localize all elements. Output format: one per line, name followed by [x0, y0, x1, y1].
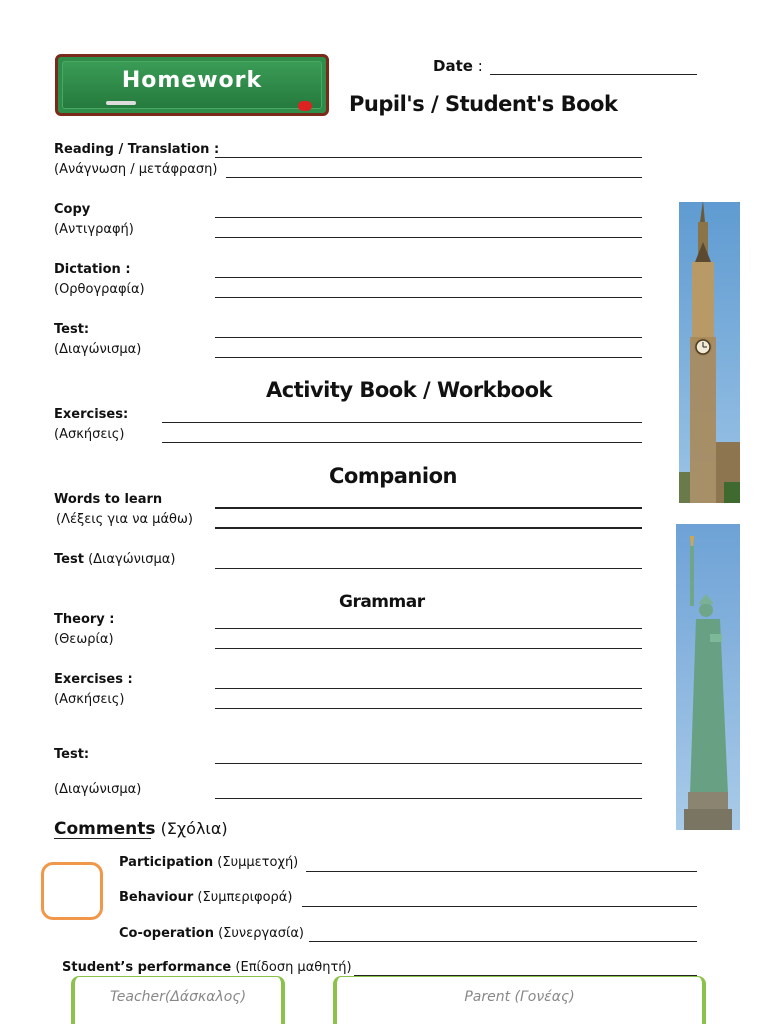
- reading-field-1[interactable]: [215, 157, 642, 158]
- comments-title: Comments: [54, 819, 156, 839]
- cooperation-field[interactable]: [309, 941, 697, 942]
- dictation-field-2[interactable]: [215, 297, 642, 298]
- ab-exercises-field-1[interactable]: [162, 422, 642, 423]
- cooperation-label-en: Co-operation: [119, 926, 214, 941]
- grammar-test-field-2[interactable]: [215, 798, 642, 799]
- parent-signature-label: Parent (Γονέας): [464, 989, 575, 1005]
- comments-underline: [54, 838, 151, 839]
- ab-exercises-label-en: Exercises:: [54, 407, 129, 422]
- theory-label-en: Theory :: [54, 612, 115, 627]
- participation-label-en: Participation: [119, 855, 214, 870]
- theory-field-1[interactable]: [215, 628, 642, 629]
- date-field[interactable]: [490, 74, 697, 75]
- grammar-test-label-en: Test:: [54, 747, 90, 762]
- theory-field-2[interactable]: [215, 648, 642, 649]
- parent-signature-box[interactable]: [333, 976, 706, 1024]
- test-field-2[interactable]: [215, 357, 642, 358]
- ab-exercises-label-gr: (Ασκήσεις): [54, 427, 125, 442]
- reading-label-en: Reading / Translation :: [54, 142, 220, 157]
- behaviour-label-en: Behaviour: [119, 890, 194, 905]
- words-field-2[interactable]: [215, 527, 642, 529]
- companion-test-label-en: Test: [54, 552, 84, 567]
- date-label: Date: [433, 57, 473, 75]
- behaviour-field[interactable]: [302, 906, 697, 907]
- copy-field-1[interactable]: [215, 217, 642, 218]
- comments-title-gr: (Σχόλια): [160, 819, 228, 838]
- words-field-1[interactable]: [215, 507, 642, 509]
- grammar-exercises-field-1[interactable]: [215, 688, 642, 689]
- participation-field[interactable]: [306, 871, 697, 872]
- companion-test-label-gr: (Διαγώνισμα): [88, 552, 176, 567]
- performance-label-en: Student’s performance: [62, 960, 232, 975]
- grammar-exercises-field-2[interactable]: [215, 708, 642, 709]
- activity-book-title: Activity Book / Workbook: [266, 378, 552, 402]
- cooperation-label-gr: (Συνεργασία): [218, 926, 304, 941]
- theory-label-gr: (Θεωρία): [54, 632, 114, 647]
- companion-test-field[interactable]: [215, 568, 642, 569]
- teacher-signature-box[interactable]: [71, 976, 285, 1024]
- words-label-en: Words to learn: [54, 492, 163, 507]
- dictation-field-1[interactable]: [215, 277, 642, 278]
- statue-of-liberty-icon: [676, 524, 740, 830]
- companion-title: Companion: [329, 464, 457, 488]
- big-ben-photo: [679, 202, 740, 503]
- dictation-label-en: Dictation :: [54, 262, 131, 277]
- copy-field-2[interactable]: [215, 237, 642, 238]
- grammar-title: Grammar: [339, 592, 425, 612]
- reading-label-gr: (Ανάγνωση / μετάφραση): [54, 162, 218, 177]
- copy-label-en: Copy: [54, 202, 91, 217]
- date-label-wrap: [433, 58, 483, 74]
- behaviour-label-gr: (Συμπεριφορά): [197, 890, 293, 905]
- pupils-book-title: Pupil's / Student's Book: [349, 92, 618, 116]
- grammar-exercises-label-gr: (Ασκήσεις): [54, 692, 125, 707]
- chalk-icon: [106, 101, 136, 105]
- test-field-1[interactable]: [215, 337, 642, 338]
- ab-exercises-field-2[interactable]: [162, 442, 642, 443]
- participation-label-gr: (Συμμετοχή): [217, 855, 299, 870]
- reading-field-2[interactable]: [226, 177, 642, 178]
- date-separator: :: [477, 57, 483, 75]
- grammar-test-field-1[interactable]: [215, 763, 642, 764]
- homework-board-logo: [55, 54, 329, 116]
- apple-icon: [298, 101, 312, 111]
- copy-label-gr: (Αντιγραφή): [54, 222, 134, 237]
- homework-label: Homework: [121, 68, 263, 93]
- performance-label-gr: (Επίδοση μαθητή): [235, 960, 352, 975]
- words-label-gr: (Λέξεις για να μάθω): [56, 512, 193, 527]
- grammar-test-label-gr: (Διαγώνισμα): [54, 782, 142, 797]
- teacher-signature-label: Teacher(Δάσκαλος): [109, 989, 247, 1005]
- test-label-en: Test:: [54, 322, 90, 337]
- big-ben-icon: [679, 202, 740, 503]
- grammar-exercises-label-en: Exercises :: [54, 672, 133, 687]
- grade-box[interactable]: [41, 862, 103, 920]
- dictation-label-gr: (Ορθογραφία): [54, 282, 145, 297]
- statue-of-liberty-photo: [676, 524, 740, 830]
- test-label-gr: (Διαγώνισμα): [54, 342, 142, 357]
